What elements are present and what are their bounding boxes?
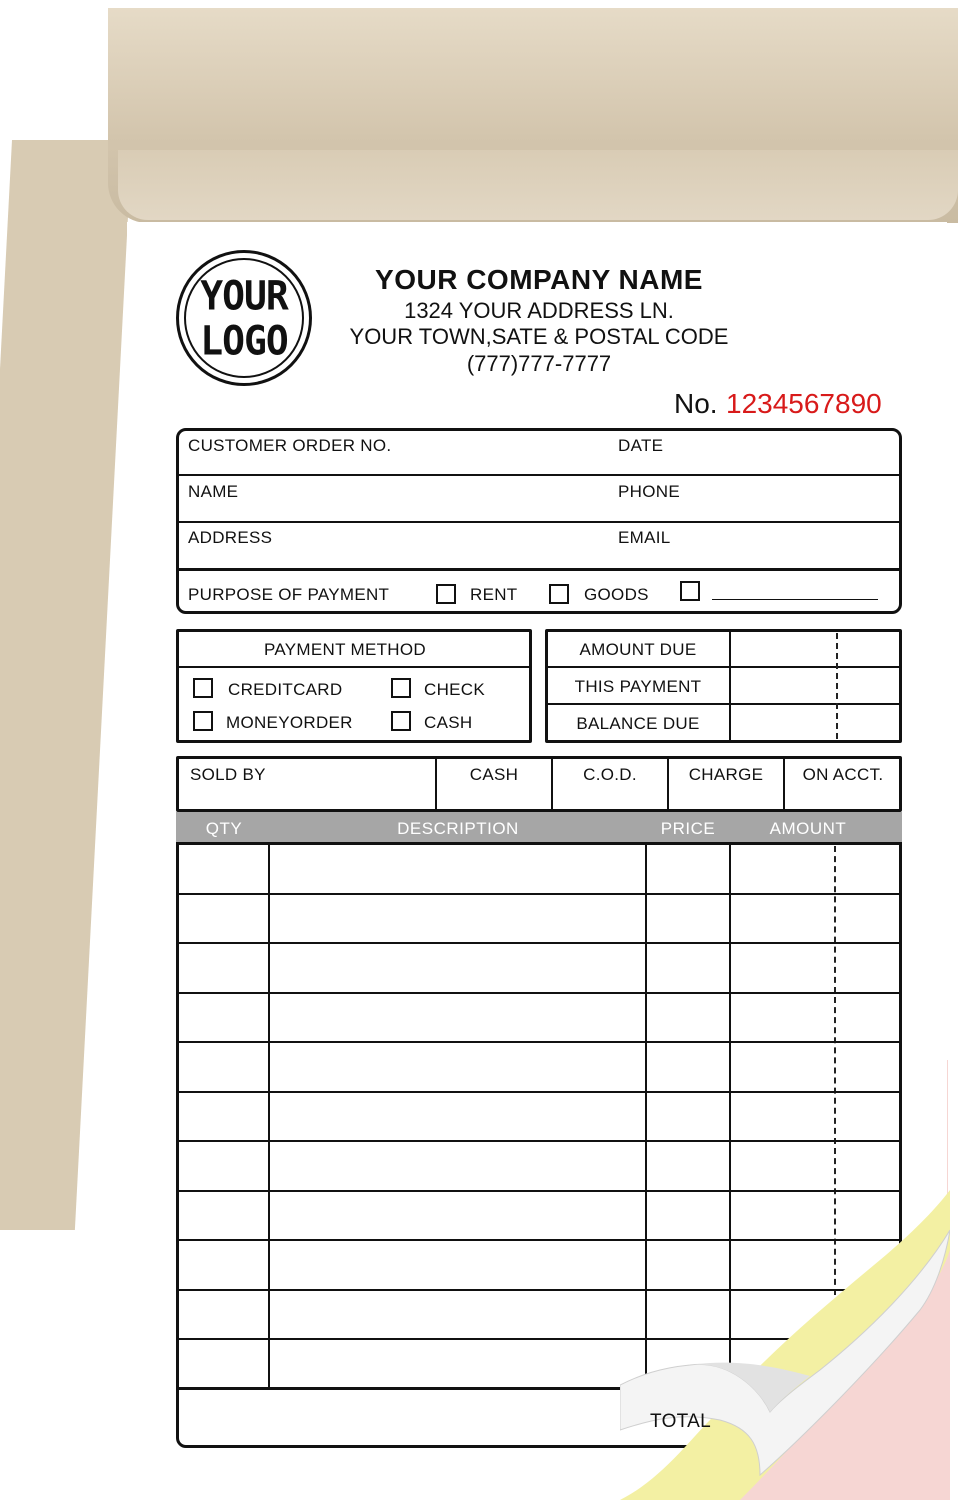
page-curl (620, 1190, 950, 1500)
logo-line-1: YOUR (200, 272, 288, 319)
this-payment-label: THIS PAYMENT (574, 677, 702, 696)
rent-label: RENT (470, 585, 518, 604)
sold-by-cash-label: CASH (469, 765, 519, 784)
check-checkbox[interactable] (391, 678, 411, 698)
form-number-value: 1234567890 (726, 388, 882, 419)
amount-due-label: AMOUNT DUE (579, 640, 697, 659)
cents-divider (836, 633, 838, 739)
table-row (178, 1091, 900, 1093)
purpose-of-payment-label: PURPOSE OF PAYMENT (188, 585, 390, 604)
sold-by-label: SOLD BY (190, 765, 266, 784)
goods-checkbox[interactable] (549, 584, 569, 604)
divider (547, 666, 900, 668)
date-label: DATE (618, 436, 664, 455)
total-label: TOTAL (650, 1411, 711, 1432)
moneyorder-checkbox[interactable] (193, 711, 213, 731)
address-label: ADDRESS (188, 528, 273, 547)
sold-by-cod-label: C.O.D. (583, 765, 637, 784)
table-row (178, 893, 900, 895)
company-address-line-1: 1324 YOUR ADDRESS LN. (404, 298, 674, 323)
moneyorder-label: MONEYORDER (226, 713, 353, 732)
table-row (178, 942, 900, 944)
other-purpose-line (712, 599, 878, 600)
creditcard-checkbox[interactable] (193, 678, 213, 698)
email-label: EMAIL (618, 528, 671, 547)
description-header: DESCRIPTION (397, 819, 519, 838)
qty-header: QTY (205, 819, 243, 838)
qty-column-divider (268, 844, 270, 1388)
rent-checkbox[interactable] (436, 584, 456, 604)
company-phone: (777)777-7777 (466, 351, 612, 376)
check-label: CHECK (424, 680, 486, 699)
sold-by-charge-label: CHARGE (688, 765, 764, 784)
divider (178, 666, 530, 668)
divider (729, 631, 731, 741)
goods-label: GOODS (584, 585, 649, 604)
divider (178, 568, 900, 571)
divider (547, 703, 900, 705)
logo-line-2: LOGO (200, 317, 288, 365)
pad-binding-fold (118, 150, 958, 220)
table-row (178, 1041, 900, 1043)
payment-method-title: PAYMENT METHOD (264, 640, 426, 659)
name-label: NAME (188, 482, 239, 501)
customer-order-no-label: CUSTOMER ORDER NO. (188, 436, 392, 455)
divider (178, 474, 900, 476)
phone-label: PHONE (618, 482, 680, 501)
table-row (178, 992, 900, 994)
table-row (178, 1140, 900, 1142)
form-number-label: No. (674, 388, 718, 419)
balance-due-label: BALANCE DUE (576, 714, 700, 733)
company-name: YOUR COMPANY NAME (375, 264, 703, 295)
cash-label: CASH (424, 713, 473, 732)
other-purpose-checkbox[interactable] (680, 581, 700, 601)
back-cover-sheet (0, 140, 132, 1230)
logo (176, 274, 312, 364)
amount-header: AMOUNT (769, 819, 847, 838)
cash-checkbox[interactable] (391, 711, 411, 731)
company-address-line-2: YOUR TOWN,SATE & POSTAL CODE (349, 324, 729, 349)
creditcard-label: CREDITCARD (228, 680, 343, 699)
price-header: PRICE (660, 819, 716, 838)
divider (178, 521, 900, 523)
sold-by-on-acct-label: ON ACCT. (802, 765, 884, 784)
